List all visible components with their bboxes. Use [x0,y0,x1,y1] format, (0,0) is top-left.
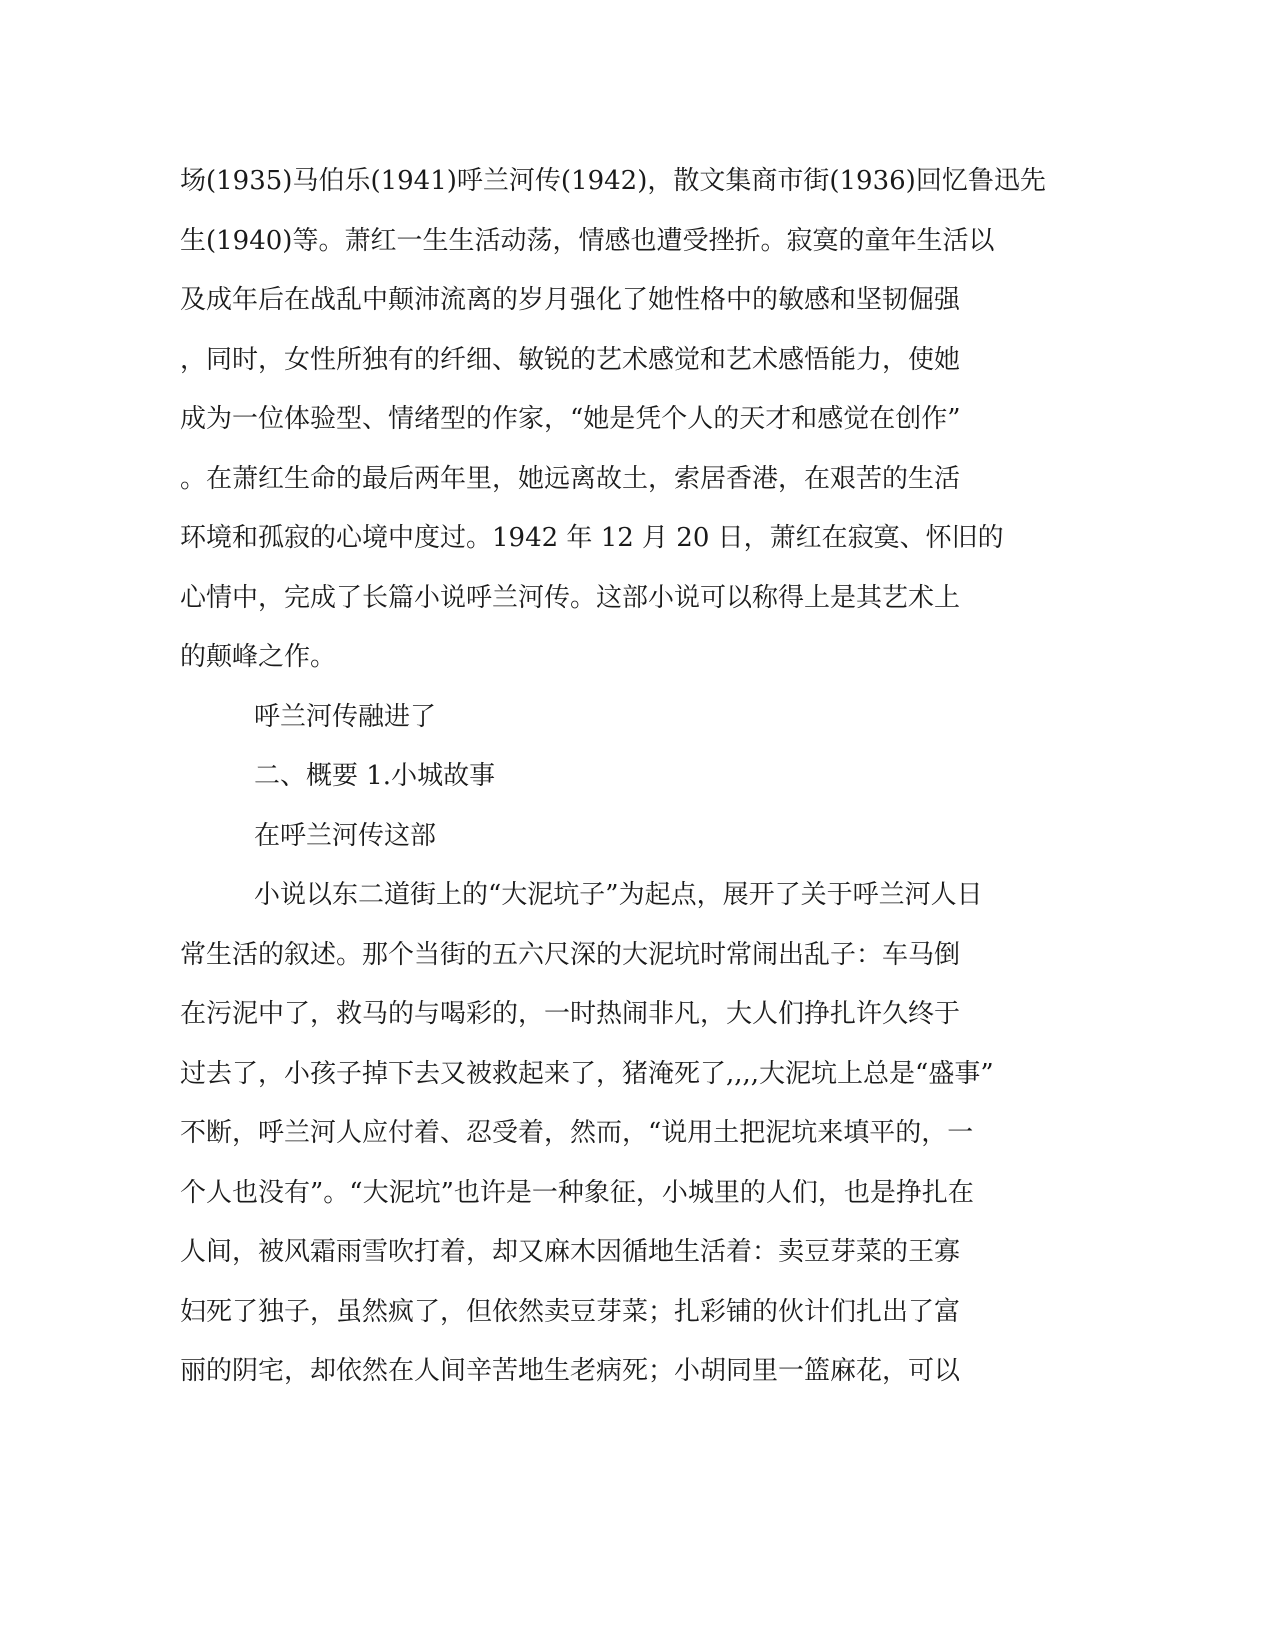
text-line: 成为一位体验型、情绪型的作家，“她是凭个人的天才和感觉在创作” [180,404,961,434]
text-line: 妇死了独子，虽然疯了，但依然卖豆芽菜；扎彩铺的伙计们扎出了富 [180,1296,961,1327]
text-line: 。在萧红生命的最后两年里，她远离故土，索居香港，在艰苦的生活 [180,463,961,494]
text-line: 过去了，小孩子掉下去又被救起来了，猪淹死了,,,,大泥坑上总是“盛事” [180,1058,994,1089]
section-heading: 二、概要 1.小城故事 [254,761,496,791]
text-line: 环境和孤寂的心境中度过。1942 年 12 月 20 日，萧红在寂寞、怀旧的 [180,523,1004,553]
text-line: 个人也没有”。“大泥坑”也许是一种象征，小城里的人们，也是挣扎在 [180,1177,974,1208]
text-line: 生(1940)等。萧红一生生活动荡，情感也遭受挫折。寂寞的童年生活以 [180,225,995,256]
text-line: 不断，呼兰河人应付着、忍受着，然而，“说用土把泥坑来填平的，一 [180,1118,974,1148]
text-line: 场(1935)马伯乐(1941)呼兰河传(1942)，散文集商市街(1936)回忆鲁迅先 [180,166,1046,196]
text-line: 在污泥中了，救马的与喝彩的，一时热闹非凡，大人们挣扎许久终于 [180,999,961,1029]
text-line: 小说以东二道街上的“大泥坑子”为起点，展开了关于呼兰河人日 [254,880,983,910]
text-line: 的颠峰之作。 [180,642,337,672]
text-line: 心情中，完成了长篇小说呼兰河传。这部小说可以称得上是其艺术上 [180,582,961,613]
text-line: 人间，被风霜雨雪吹打着，却又麻木因循地生活着：卖豆芽菜的王寡 [180,1237,961,1267]
text-line: ，同时，女性所独有的纤细、敏锐的艺术感觉和艺术感悟能力，使她 [180,344,961,375]
text-line: 及成年后在战乱中颠沛流离的岁月强化了她性格中的敏感和坚韧倔强 [180,285,961,315]
text-line: 在呼兰河传这部 [254,820,437,851]
text-line: 常生活的叙述。那个当街的五六尺深的大泥坑时常闹出乱子：车马倒 [180,939,961,970]
body-text [180,152,1050,1402]
text-line: 呼兰河传融进了 [254,701,437,732]
text-line: 丽的阴宅，却依然在人间辛苦地生老病死；小胡同里一篮麻花，可以 [180,1356,961,1386]
